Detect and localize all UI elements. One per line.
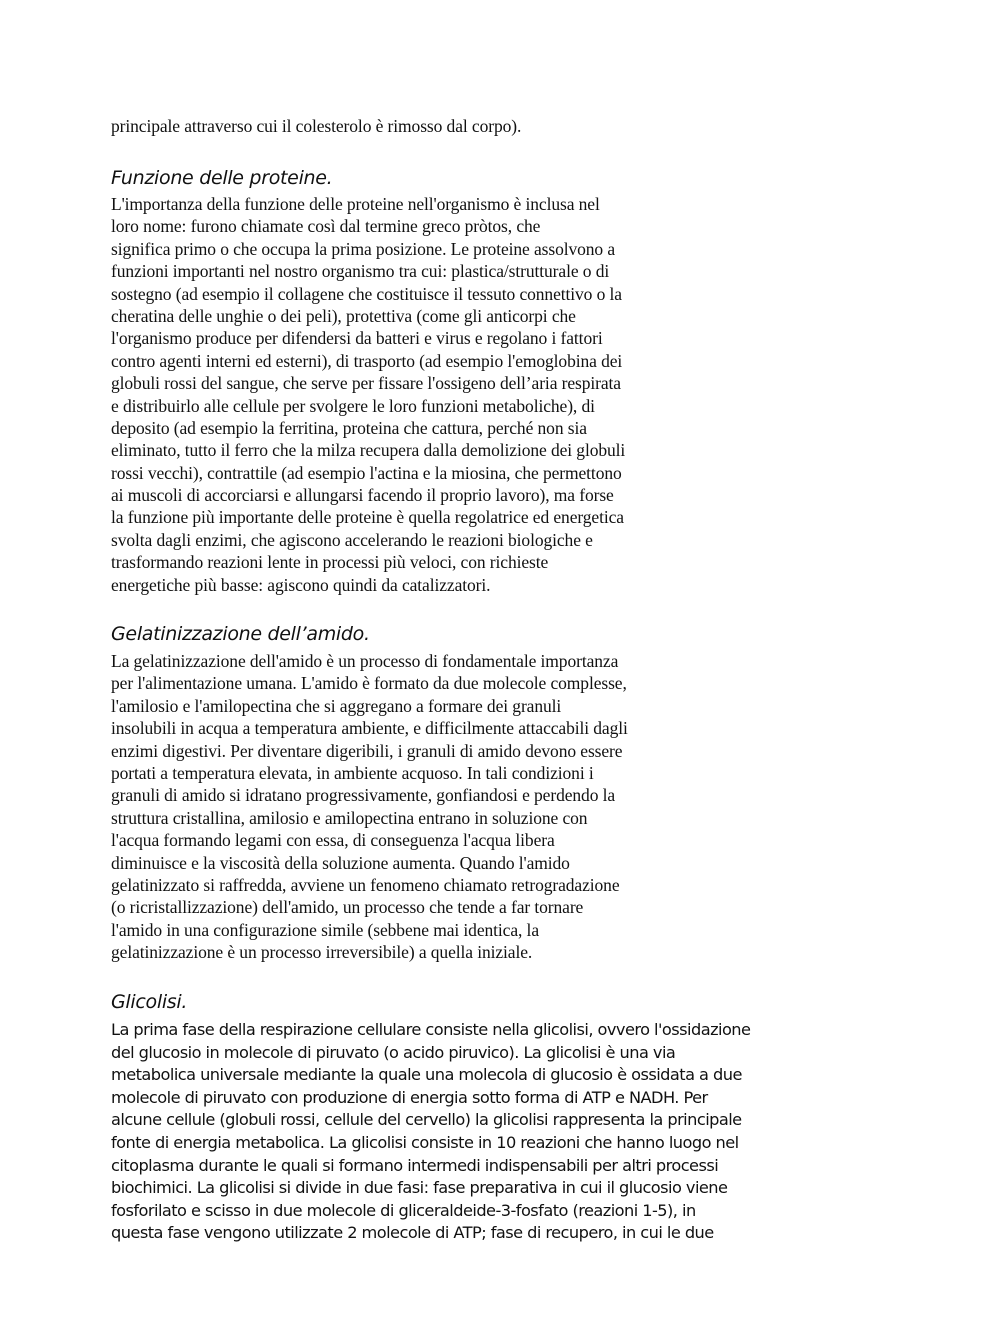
text-line: ai muscoli di accorciarsi e allungarsi facendo il proprio lavoro), ma forse xyxy=(111,485,614,506)
text-line: rossi vecchi), contrattile (ad esempio l'actina e la miosina, che permettono xyxy=(111,462,622,483)
text-line: alcune cellule (globuli rossi, cellule del cervello) la glicolisi rappresenta la principale xyxy=(111,1110,742,1130)
text-line: (o ricristallizzazione) dell'amido, un processo che tende a far tornare xyxy=(111,897,584,918)
text-line: struttura cristallina, amilosio e amilopectina entrano in soluzione con xyxy=(111,807,588,828)
section-heading-amido: Gelatinizzazione dell’amido. xyxy=(111,623,370,645)
text-line: l'organismo produce per difendersi da batteri e virus e regolano i fattori xyxy=(111,328,603,349)
text-line: insolubili in acqua a temperatura ambiente, e difficilmente attaccabili dagli xyxy=(111,718,628,739)
section-body-proteine xyxy=(111,193,625,596)
text-line: la funzione più importante delle proteine è quella regolatrice ed energetica xyxy=(111,507,624,528)
text-line: La prima fase della respirazione cellulare consiste nella glicolisi, ovvero l'ossidazione xyxy=(111,1020,751,1039)
text-line: cheratina delle unghie o dei peli), protettiva (come gli anticorpi che xyxy=(111,305,576,326)
text-line: molecole di piruvato con produzione di energia sotto forma di ATP e NADH. Per xyxy=(111,1087,708,1107)
text-line: per l'alimentazione umana. L'amido è formato da due molecole complesse, xyxy=(111,673,627,694)
text-line: funzioni importanti nel nostro organismo tra cui: plastica/strutturale o di xyxy=(111,261,610,282)
text-line: del glucosio in molecole di piruvato (o acido piruvico). La glicolisi è una via xyxy=(111,1042,676,1062)
section-body-glicolisi xyxy=(111,1019,750,1245)
text-line: fosforilato e scisso in due molecole di gliceraldeide-3-fosfato (reazioni 1-5), in xyxy=(111,1200,696,1220)
text-line: citoplasma durante le quali si formano intermedi indispensabili per altri processi xyxy=(111,1155,719,1175)
text-line: metabolica universale mediante la quale una molecola di glucosio è ossidata a due xyxy=(111,1065,742,1085)
text-line: significa primo o che occupa la prima posizione. Le proteine assolvono a xyxy=(111,238,616,259)
text-line: questa fase vengono utilizzate 2 molecole di ATP; fase di recupero, in cui le due xyxy=(111,1223,714,1243)
text-line: sostegno (ad esempio il collagene che costituisce il tessuto connettivo o la xyxy=(111,283,622,304)
text-line: enzimi digestivi. Per diventare digeribili, i granuli di amido devono essere xyxy=(111,740,623,761)
text-line: l'acqua formando legami con essa, di conseguenza l'acqua libera xyxy=(111,830,555,851)
text-line: deposito (ad esempio la ferritina, proteina che cattura, perché non sia xyxy=(111,417,587,438)
intro-paragraph xyxy=(111,115,521,137)
text-line: l'amilosio e l'amilopectina che si aggregano a formare dei granuli xyxy=(111,695,562,716)
text-line: eliminato, tutto il ferro che la milza recupera dalla demolizione dei globuli xyxy=(111,440,626,461)
text-line: l'amido in una configurazione simile (sebbene mai identica, la xyxy=(111,919,539,940)
text-line: trasformando reazioni lente in processi più veloci, con richieste xyxy=(111,552,549,573)
text-line: biochimici. La glicolisi si divide in due fasi: fase preparativa in cui il glucosio viene xyxy=(111,1178,728,1198)
text-line: L'importanza della funzione delle proteine nell'organismo è inclusa nel xyxy=(111,194,600,214)
text-line: energetiche più basse: agiscono quindi da catalizzatori. xyxy=(111,574,491,595)
text-line: granuli di amido si idratano progressivamente, gonfiandosi e perdendo la xyxy=(111,785,616,806)
text-line: principale attraverso cui il colesterolo è rimosso dal corpo). xyxy=(111,116,522,136)
text-line: diminuisce e la viscosità della soluzione aumenta. Quando l'amido xyxy=(111,852,570,873)
text-line: gelatinizzato si raffredda, avviene un fenomeno chiamato retrogradazione xyxy=(111,874,620,895)
text-line: gelatinizzazione è un processo irreversibile) a quella iniziale. xyxy=(111,942,533,963)
text-line: La gelatinizzazione dell'amido è un processo di fondamentale importanza xyxy=(111,651,619,671)
text-line: portati a temperatura elevata, in ambiente acquoso. In tali condizioni i xyxy=(111,762,594,783)
text-line: globuli rossi del sangue, che serve per fissare l'ossigeno dell’aria respirata xyxy=(111,373,621,394)
text-line: contro agenti interni ed esterni), di trasporto (ad esempio l'emoglobina dei xyxy=(111,350,623,371)
text-line: svolta dagli enzimi, che agiscono accelerando le reazioni biologiche e xyxy=(111,529,593,550)
text-line: e distribuirlo alle cellule per svolgere le loro funzioni metaboliche), di xyxy=(111,395,595,416)
section-heading-glicolisi: Glicolisi. xyxy=(111,991,188,1013)
section-heading-proteine: Funzione delle proteine. xyxy=(111,167,333,189)
text-line: fonte di energia metabolica. La glicolisi consiste in 10 reazioni che hanno luogo nel xyxy=(111,1132,739,1152)
text-line: loro nome: furono chiamate così dal termine greco pròtos, che xyxy=(111,216,541,237)
section-body-amido xyxy=(111,650,628,963)
